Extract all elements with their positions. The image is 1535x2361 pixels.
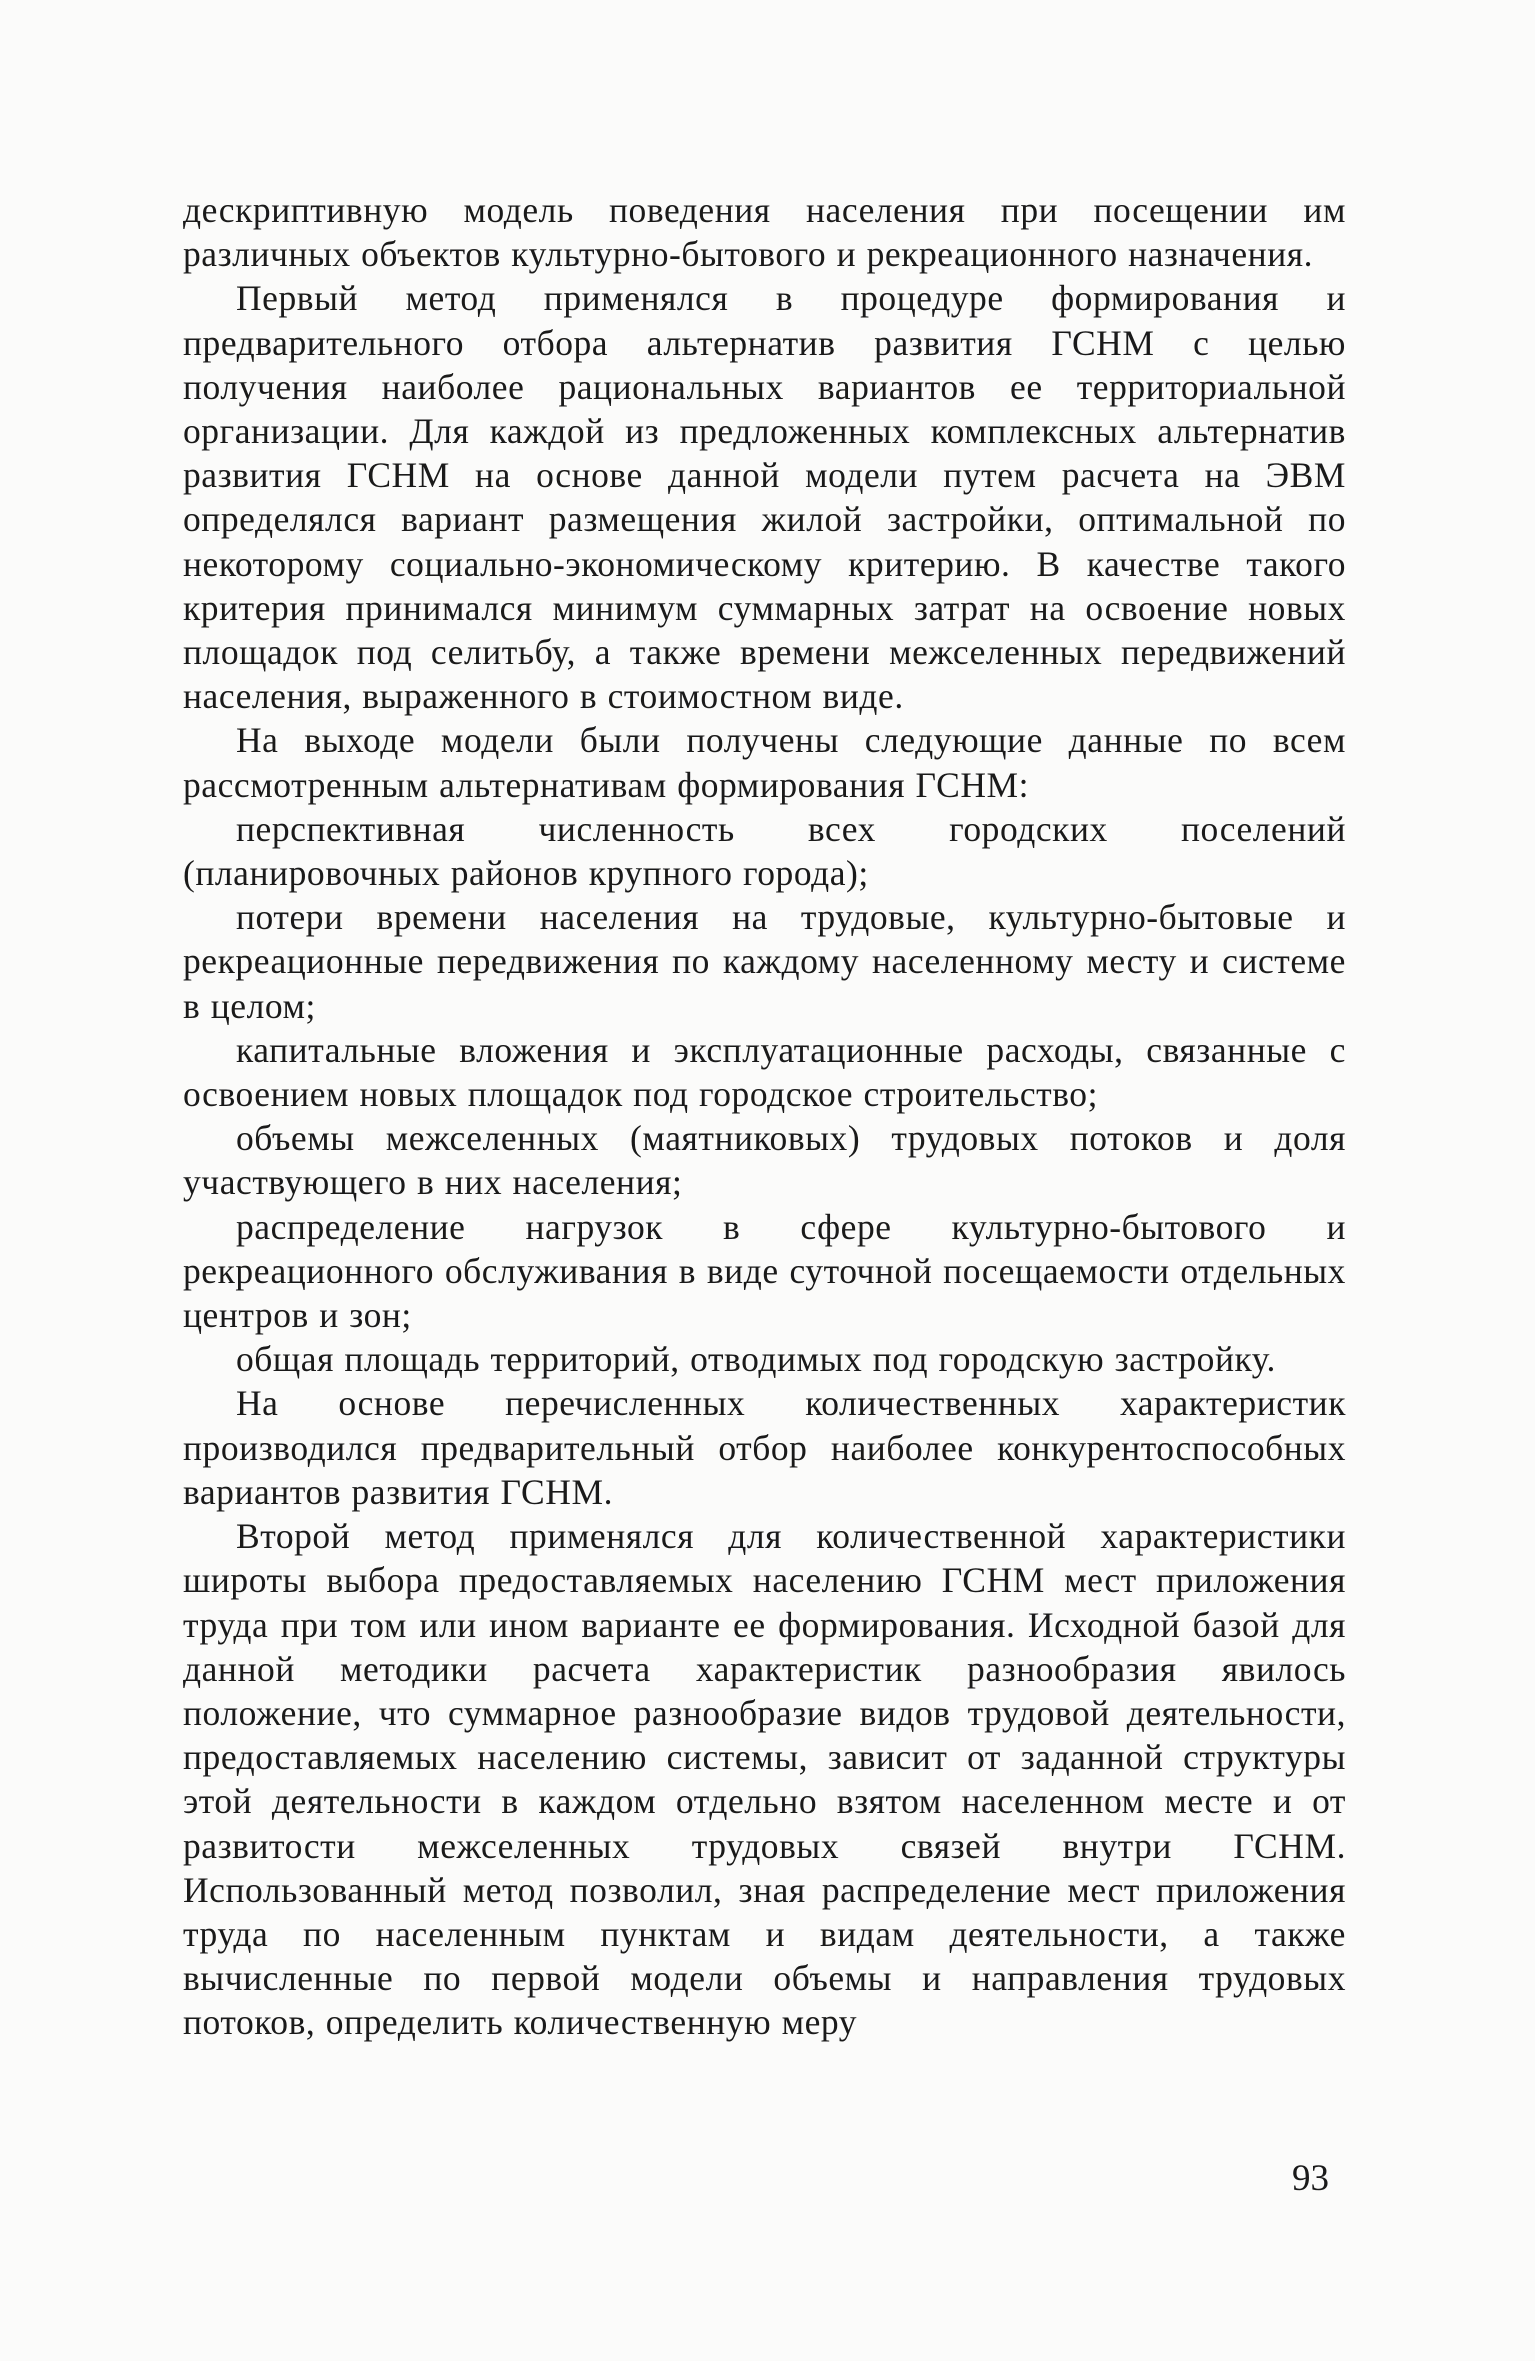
page-number: 93: [1292, 2158, 1329, 2199]
list-item-territory-area: общая площадь территорий, отводимых под городскую застройку.: [236, 1339, 1276, 1380]
paragraph-continuation: дескриптивную модель поведения населения при посещении им различных объектов культурно-бытового и рекреационного назначения.: [183, 190, 1346, 275]
paragraph-second-method: Второй метод применялся для количественной характеристики широты выбора предоставляемых населению ГСНМ мест приложения труда при том или ином варианте ее формирования. Исходной базой для данной методики расчета характеристик разнообразия явилось положение, что суммарное разнообразие видов трудовой деятельности, предоставляемых населению системы, зависит от заданной структуры этой деятельности в каждом отдельно взятом населенном месте и от развитости межселенных трудовых связей внутри ГСНМ. Использованный метод позволил, зная распределение мест приложения труда по населенным пунктам и видам деятельности, а также вычисленные по первой модели объемы и направления трудовых потоков, определить количественную меру: [183, 1516, 1346, 2043]
list-item-capital-investments: капитальные вложения и эксплуатационные расходы, связанные с освоением новых площадок под городское строительство;: [183, 1029, 1346, 1115]
list-item-labour-flows: объемы межселенных (маятниковых) трудовых потоков и доля участвующего в них населения;: [183, 1118, 1346, 1203]
paragraph-model-output: На выходе модели были получены следующие данные по всем рассмотренным альтернативам формирования ГСНМ:: [183, 720, 1346, 805]
paragraph-first-method: Первый метод применялся в процедуре формирования и предварительного отбора альтернатив развития ГСНМ с целью получения наиболее рациональных вариантов ее территориальной организации. Для каждой из предложенных комплексных альтернатив развития ГСНМ на основе данной модели путем расчета на ЭВМ определялся вариант размещения жилой застройки, оптимальной по некоторому социально-экономическому критерию. В качестве такого критерия принимался минимум суммарных затрат на освоение новых площадок под селитьбу, а также времени межселенных передвижений населения, выраженного в стоимостном виде.: [183, 278, 1346, 717]
list-item-service-load: распределение нагрузок в сфере культурно-бытового и рекреационного обслуживания в виде суточной посещаемости отдельных центров и зон;: [183, 1206, 1346, 1336]
body-text: [183, 188, 1346, 2045]
list-item-time-losses: потери времени населения на трудовые, культурно-бытовые и рекреационные передвижения по каждому населенному месту и системе в целом;: [183, 897, 1346, 1026]
list-item-population: перспективная численность всех городских поселений (планировочных районов крупного города);: [183, 808, 1346, 894]
paragraph-preliminary-selection: На основе перечисленных количественных характеристик производился предварительный отбор наиболее конкурентоспособных вариантов развития ГСНМ.: [183, 1383, 1346, 1512]
